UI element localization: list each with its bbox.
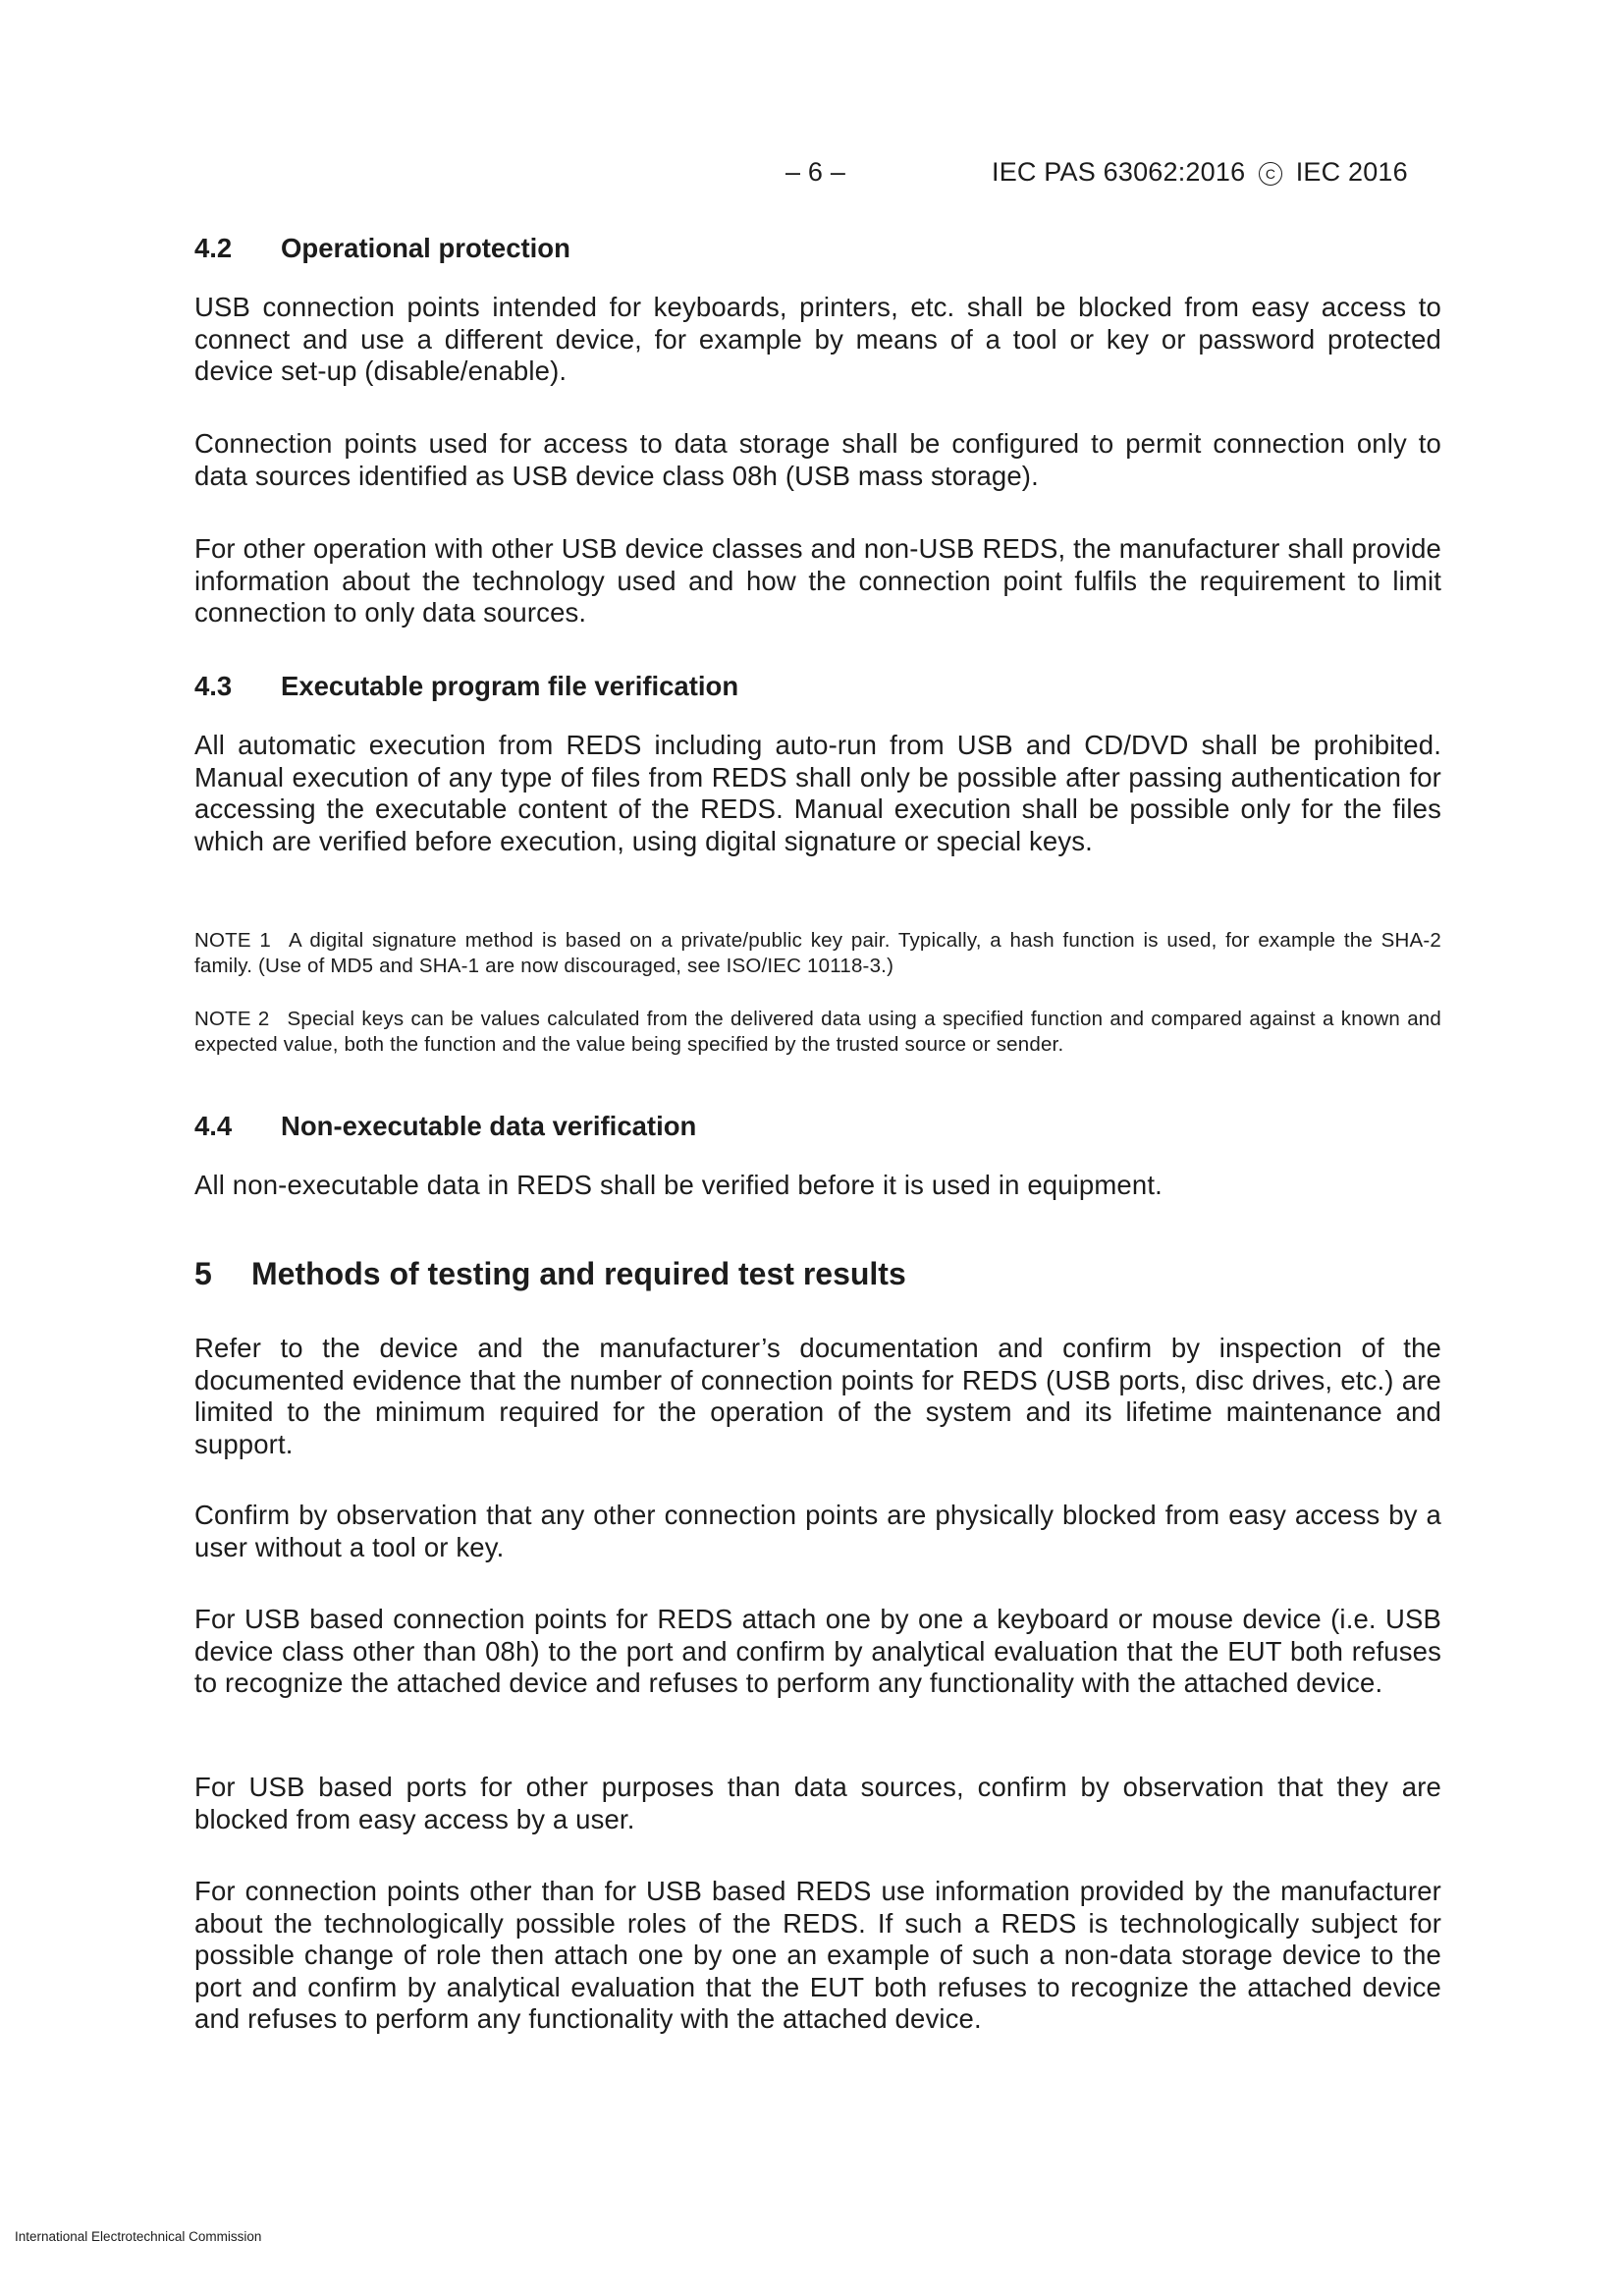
heading-number: 4.3 — [194, 671, 233, 701]
paragraph: For connection points other than for USB based REDS use information provided by the manufacturer about the technologically possible roles of the REDS. If such a REDS is technologically subject for possible change of role then attach one by one an example of such a non-data storage device to the port and confirm by analytical evaluation that the EUT both refuses to recognize the attached device and refuses to perform any functionality with the attached device. — [194, 1876, 1441, 2034]
note-label: NOTE 2 — [194, 1008, 270, 1030]
paragraph: USB connection points intended for keyboards, printers, etc. shall be blocked from easy access to connect and use a different device, for example by means of a tool or key or password protected device set-up (disable/enable). — [194, 292, 1441, 386]
heading-number: 4.4 — [194, 1111, 233, 1141]
paragraph: For USB based connection points for REDS attach one by one a keyboard or mouse device (i.e. USB device class other than 08h) to the port and confirm by analytical evaluation that the EUT both refuses to recognize the attached device and refuses to perform any functionality with the attached device. — [194, 1604, 1441, 1698]
paragraph: All non-executable data in REDS shall be verified before it is used in equipment. — [194, 1170, 1163, 1200]
paragraph: For USB based ports for other purposes than data sources, confirm by observation that they are blocked from easy access by a user. — [194, 1772, 1441, 1834]
heading-title: Executable program file verification — [281, 671, 739, 701]
heading-number: 4.2 — [194, 233, 233, 263]
heading-4-4 — [194, 1111, 696, 1142]
note-1 — [194, 928, 1441, 978]
heading-5 — [194, 1256, 906, 1292]
note-text: A digital signature method is based on a private/public key pair. Typically, a hash function is used, for example the SHA-2 family. (Use of MD5 and SHA-1 are now discouraged, see ISO/IEC 10118-3.) — [194, 929, 1441, 977]
document-id — [992, 157, 1408, 188]
note-2 — [194, 1007, 1441, 1057]
page-number: – 6 – — [785, 157, 846, 187]
note-text: Special keys can be values calculated from the delivered data using a specified function and compared against a known and expected value, both the function and the value being specified by the trusted source or sender. — [194, 1008, 1442, 1056]
heading-4-2 — [194, 233, 570, 264]
paragraph: Refer to the device and the manufacturer’s documentation and confirm by inspection of the documented evidence that the number of connection points for REDS (USB ports, disc drives, etc.) are limited to the minimum required for the operation of the system and its lifetime maintenance and support. — [194, 1333, 1441, 1459]
copyright-icon: C — [1259, 162, 1282, 186]
footer-publisher: International Electrotechnical Commission — [15, 2229, 262, 2244]
doc-id-suffix: IEC 2016 — [1295, 157, 1408, 187]
doc-id-prefix: IEC PAS 63062:2016 — [992, 157, 1246, 187]
heading-title: Non-executable data verification — [281, 1111, 697, 1141]
paragraph: Confirm by observation that any other connection points are physically blocked from easy access by a user without a tool or key. — [194, 1500, 1441, 1562]
heading-title: Operational protection — [281, 233, 570, 263]
heading-title: Methods of testing and required test results — [251, 1256, 906, 1291]
paragraph: For other operation with other USB device classes and non-USB REDS, the manufacturer shall provide information about the technology used and how the connection point fulfils the requirement to limit connection to only data sources. — [194, 533, 1441, 628]
heading-4-3 — [194, 671, 738, 702]
paragraph: All automatic execution from REDS including auto-run from USB and CD/DVD shall be prohibited. Manual execution of any type of files from REDS shall only be possible after passing authentication for accessing the executable content of the REDS. Manual execution shall be possible only for the files which are verified before execution, using digital signature or special keys. — [194, 730, 1441, 856]
paragraph: Connection points used for access to data storage shall be configured to permit connection only to data sources identified as USB device class 08h (USB mass storage). — [194, 428, 1441, 491]
heading-number: 5 — [194, 1256, 212, 1291]
note-label: NOTE 1 — [194, 929, 271, 952]
